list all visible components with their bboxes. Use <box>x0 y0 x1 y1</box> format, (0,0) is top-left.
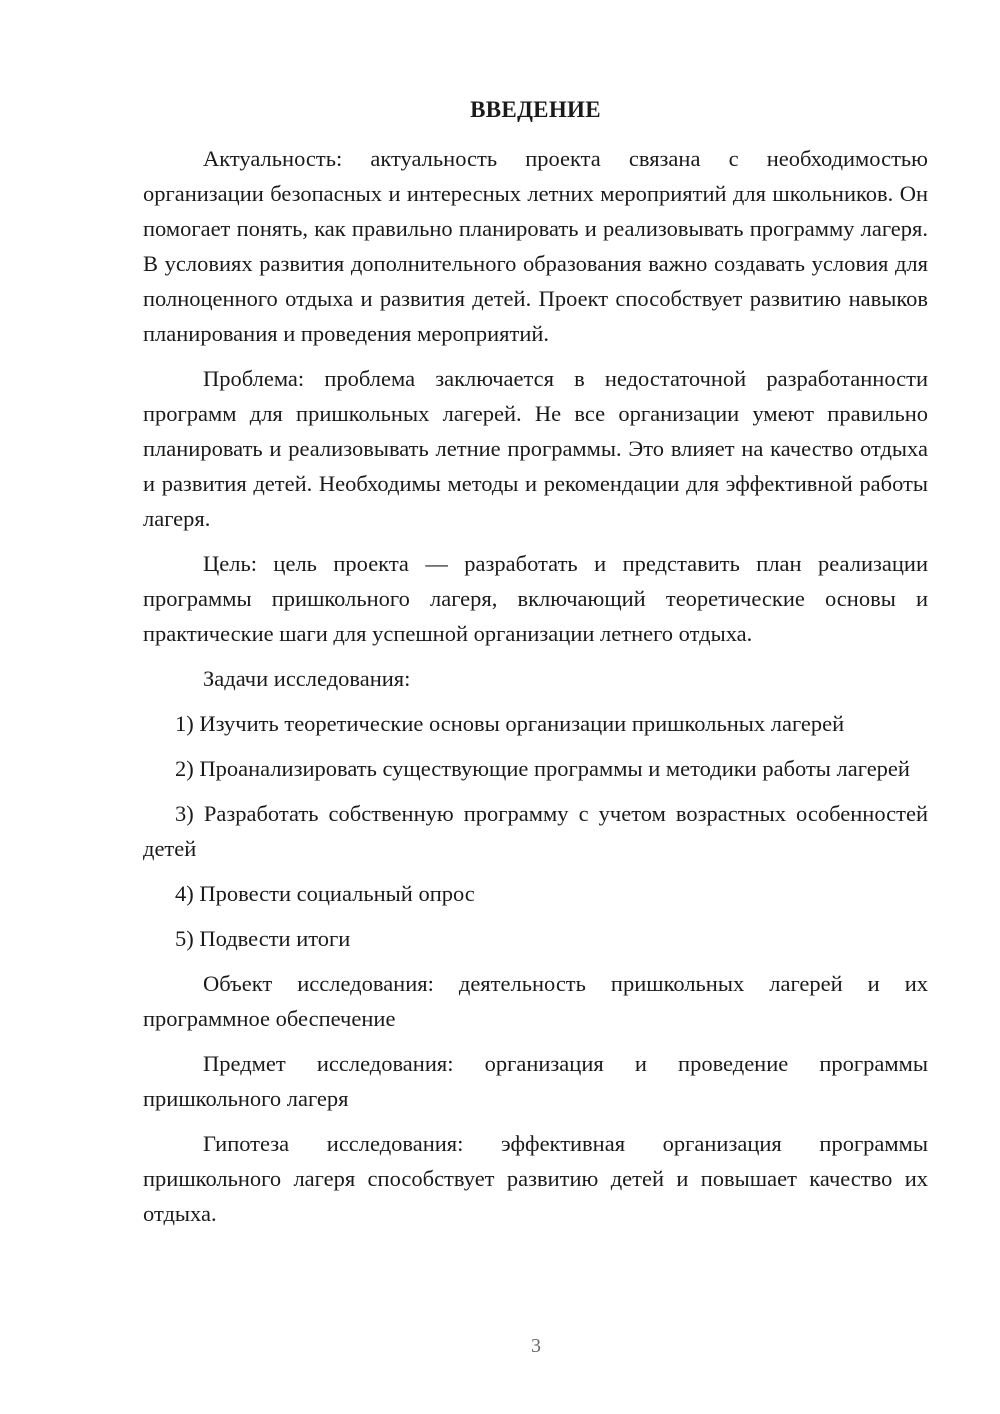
document-page <box>143 92 928 1241</box>
task-item: 4) Провести социальный опрос <box>175 881 475 906</box>
object-paragraph: Объект исследования: деятельность пришкольных лагерей и их программное обеспечение <box>143 971 928 1031</box>
task-item: 1) Изучить теоретические основы организации пришкольных лагерей <box>175 711 845 736</box>
section-title: ВВЕДЕНИЕ <box>470 97 601 122</box>
goal-paragraph: Цель: цель проекта — разработать и представить план реализации программы пришкольного лагеря, включающий теоретические основы и практические шаги для успешной организации летнего отдыха. <box>143 551 928 646</box>
problem-paragraph: Проблема: проблема заключается в недостаточной разработанности программ для пришкольных лагерей. Не все организации умеют правильно планировать и реализовывать летние программы. Это влияет на качество отдыха и развития детей. Необходимы методы и рекомендации для эффективной работы лагеря. <box>143 366 928 531</box>
task-item: 5) Подвести итоги <box>175 926 351 951</box>
page-number: 3 <box>531 1335 541 1357</box>
tasks-heading: Задачи исследования: <box>203 666 411 691</box>
task-item: 2) Проанализировать существующие программы и методики работы лагерей <box>175 756 910 781</box>
relevance-paragraph: Актуальность: актуальность проекта связана с необходимостью организации безопасных и интересных летних мероприятий для школьников. Он помогает понять, как правильно планировать и реализовывать программу лагеря. В условиях развития дополнительного образования важно создавать условия для полноценного отдыха и развития детей. Проект способствует развитию навыков планирования и проведения мероприятий. <box>143 146 928 346</box>
task-item: 3) Разработать собственную программу с учетом возрастных особенностей детей <box>143 801 928 861</box>
hypothesis-paragraph: Гипотеза исследования: эффективная организация программы пришкольного лагеря способствует развитию детей и повышает качество их отдыха. <box>143 1131 928 1226</box>
subject-paragraph: Предмет исследования: организация и проведение программы пришкольного лагеря <box>143 1051 928 1111</box>
